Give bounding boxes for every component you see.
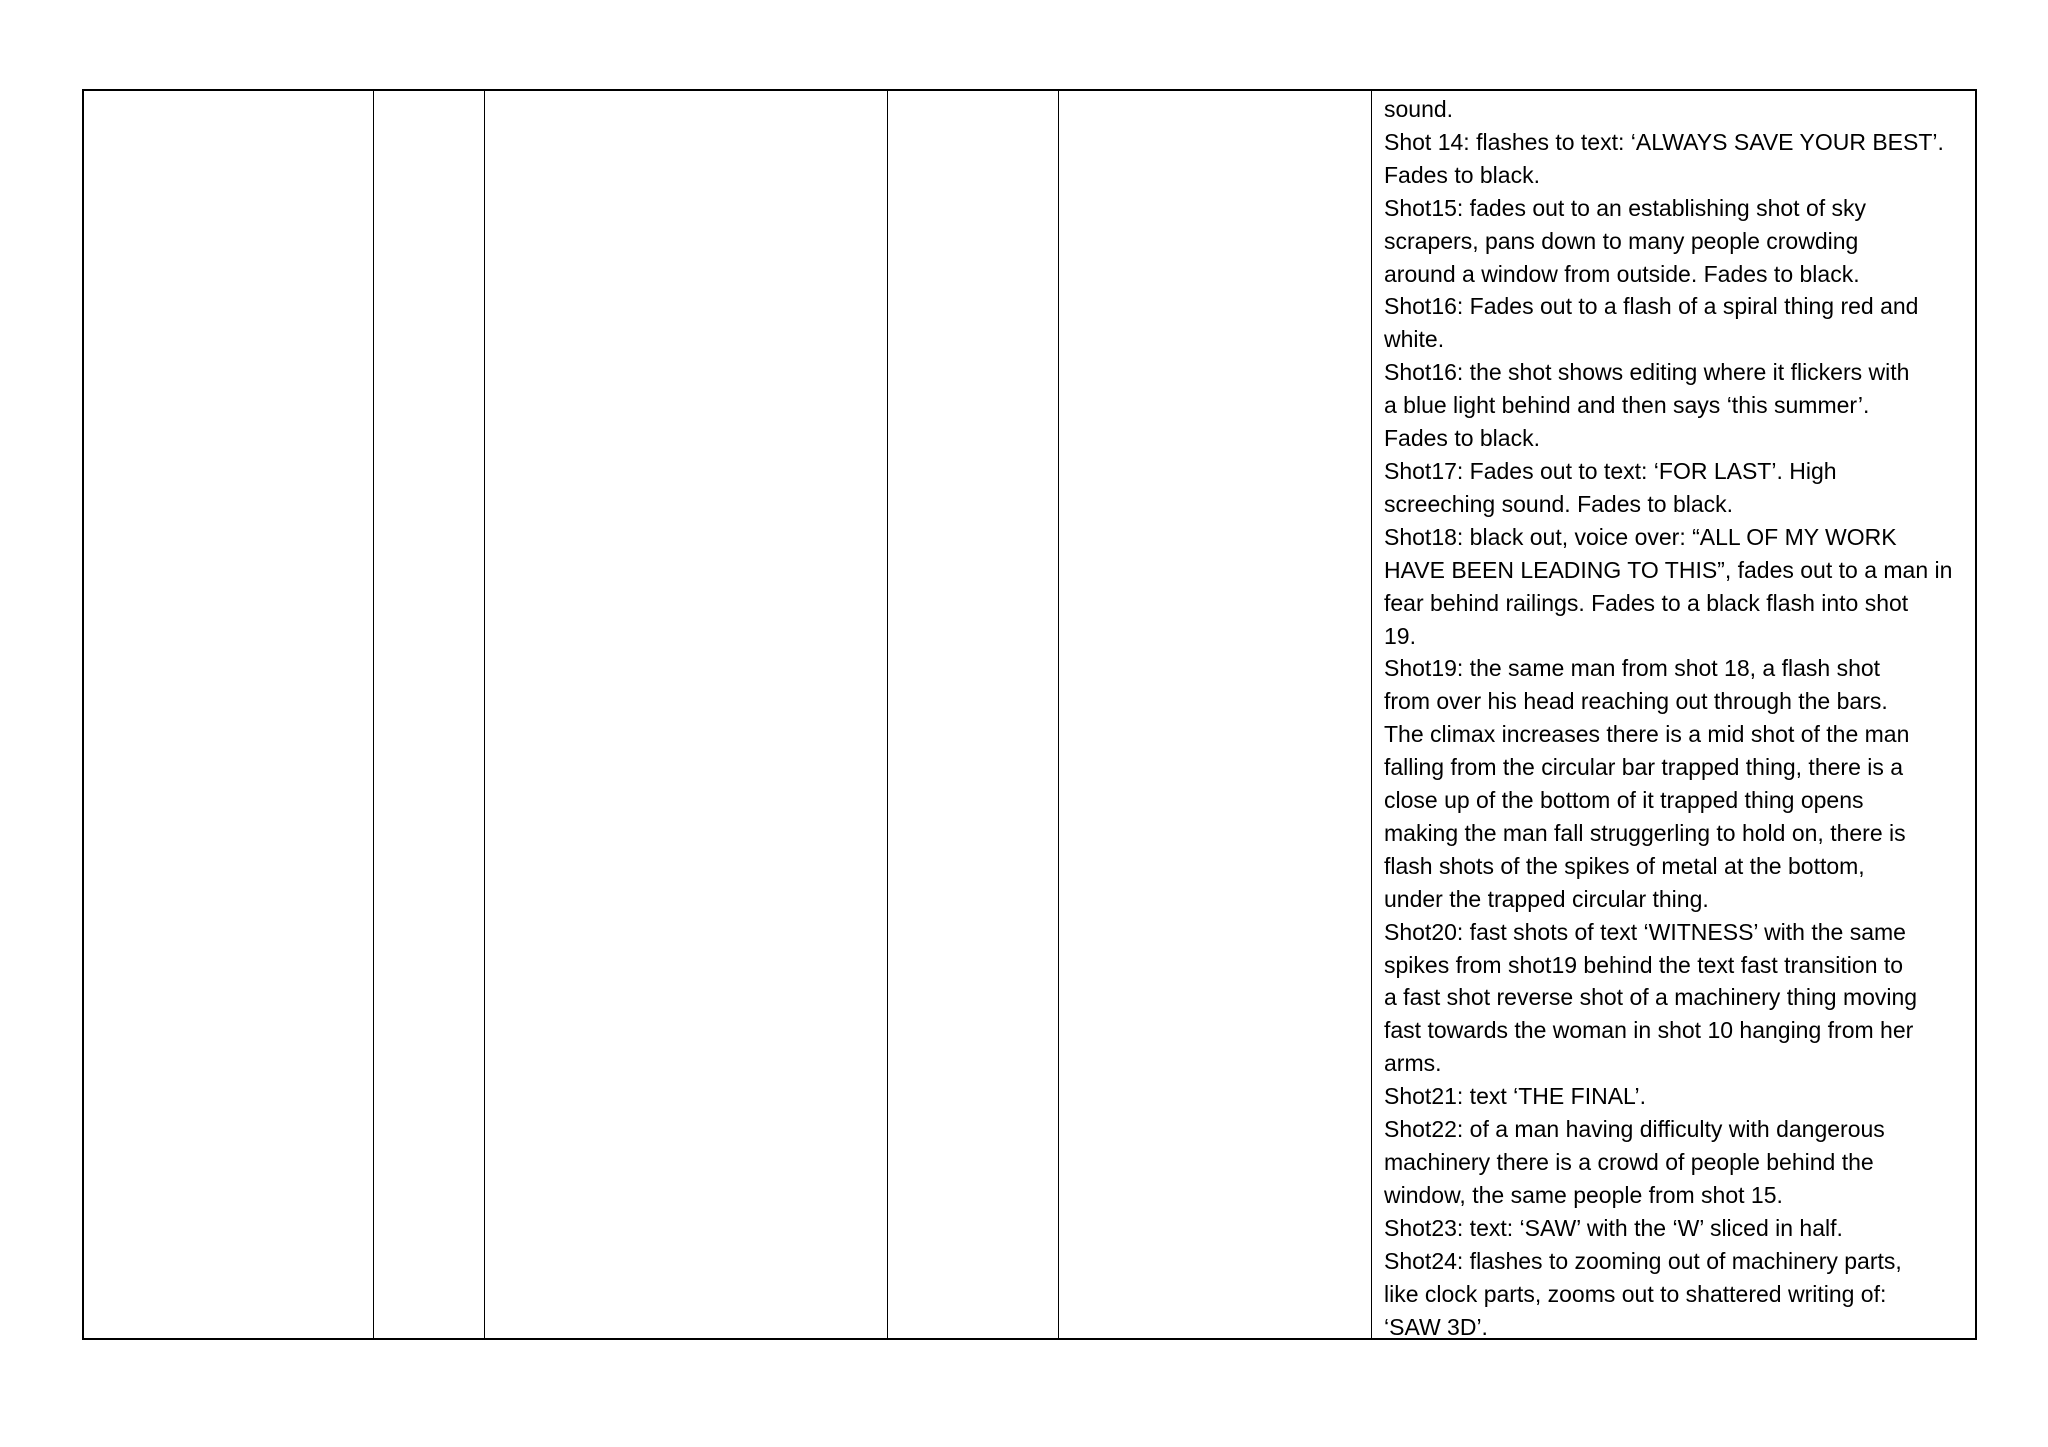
table-cell-column-5 [1059,91,1372,1338]
shot-description-line: Fades to black. [1384,161,1540,188]
shot-description-line: a fast shot reverse shot of a machinery thing moving [1384,984,1918,1011]
shot-description-line: under the trapped circular thing. [1384,885,1709,912]
shot-description-line: falling from the circular bar trapped thing, there is a [1384,754,1904,781]
shot-description-line: Fades to black. [1384,425,1540,452]
shot-description-line: machinery there is a crowd of people behind the [1384,1149,1874,1175]
shot-description-cell [1372,91,1975,1338]
shot-description-line: making the man fall struggerling to hold on, there is [1384,819,1906,846]
table-cell-column-4 [888,91,1059,1338]
shot-description-line: Shot 14: flashes to text: ‘ALWAYS SAVE YOUR BEST’. [1384,128,1944,155]
shot-description-line: like clock parts, zooms out to shattered writing of: [1384,1280,1887,1307]
shot-description-line: white. [1384,326,1445,353]
shot-description-line: scrapers, pans down to many people crowding [1384,227,1859,254]
shot-description-line: screeching sound. Fades to black. [1384,490,1734,517]
shot-description-line: from over his head reaching out through the bars. [1384,688,1888,715]
shot-description-line: Shot24: flashes to zooming out of machinery parts, [1384,1247,1902,1274]
shot-description-line: Shot16: the shot shows editing where it flickers with [1384,359,1910,386]
shot-description-line: Shot20: fast shots of text ‘WITNESS’ with the same [1384,918,1906,945]
shot-description-line: Shot15: fades out to an establishing shot of sky [1384,194,1867,221]
shot-description-line: flash shots of the spikes of metal at the bottom, [1384,852,1865,879]
shot-description-line: fear behind railings. Fades to a black flash into shot [1384,589,1909,616]
shot-description-line: Shot17: Fades out to text: ‘FOR LAST’. High [1384,457,1837,484]
shot-description-line: Shot18: black out, voice over: “ALL OF MY WORK [1384,523,1897,550]
shot-description-line: a blue light behind and then says ‘this summer’. [1384,392,1870,419]
table-cell-column-2 [374,91,485,1338]
shot-description-line: The climax increases there is a mid shot of the man [1384,721,1910,748]
shot-description-line: around a window from outside. Fades to black. [1384,260,1860,287]
table-cell-column-1 [84,91,374,1338]
shot-description-line: Shot23: text: ‘SAW’ with the ‘W’ sliced in half. [1384,1214,1843,1241]
shot-description-line: spikes from shot19 behind the text fast transition to [1384,951,1904,978]
shot-description-line: Shot21: text ‘THE FINAL’. [1384,1083,1647,1110]
shot-description-line: Shot19: the same man from shot 18, a flash shot [1384,655,1881,682]
shot-description-line: HAVE BEEN LEADING TO THIS”, fades out to a man in [1384,556,1953,583]
shot-description-line: ‘SAW 3D’. [1384,1313,1488,1340]
shot-description-line: window, the same people from shot 15. [1384,1181,1783,1208]
shot-description-line: close up of the bottom of it trapped thing opens [1384,787,1864,814]
table-cell-column-3 [485,91,888,1338]
storyboard-table [82,89,1977,1340]
shot-description-line: fast towards the woman in shot 10 hanging from her [1384,1017,1914,1044]
shot-description-line: arms. [1384,1050,1442,1077]
shot-description-line: 19. [1384,622,1416,649]
shot-description-line: sound. [1384,96,1454,122]
shot-description-line: Shot22: of a man having difficulty with dangerous [1384,1116,1885,1143]
shot-description-line: Shot16: Fades out to a flash of a spiral thing red and [1384,293,1919,320]
